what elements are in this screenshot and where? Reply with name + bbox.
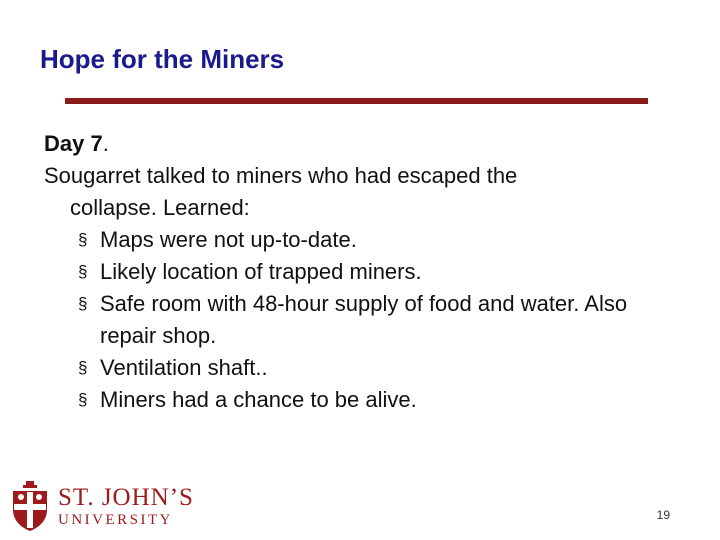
- day-label: Day 7: [44, 131, 103, 156]
- list-item: [78, 224, 684, 256]
- day-heading: [44, 128, 684, 160]
- logo-line-1: ST. JOHN’S: [58, 483, 194, 511]
- list-item: [78, 256, 684, 288]
- bullet-text: Maps were not up-to-date.: [100, 227, 357, 252]
- university-logo: [10, 480, 194, 532]
- bullet-icon: §: [78, 262, 88, 281]
- bullet-text: Ventilation shaft..: [100, 355, 268, 380]
- page-number: 19: [656, 508, 670, 522]
- logo-wordmark: [58, 485, 194, 528]
- shield-crest-icon: [10, 480, 50, 532]
- slide-title: Hope for the Miners: [40, 44, 285, 74]
- bullet-list: [44, 224, 684, 416]
- intro-line-1: Sougarret talked to miners who had escaped the: [44, 163, 518, 188]
- bullet-icon: §: [78, 230, 88, 249]
- logo-line-2: UNIVERSITY: [58, 511, 173, 528]
- list-item: [78, 384, 684, 416]
- list-item: [78, 352, 684, 384]
- title-divider: [65, 98, 648, 104]
- bullet-icon: §: [78, 294, 88, 313]
- bullet-icon: §: [78, 390, 88, 409]
- bullet-text: Miners had a chance to be alive.: [100, 387, 417, 412]
- day-suffix: .: [102, 131, 109, 156]
- bullet-text: Likely location of trapped miners.: [100, 259, 422, 284]
- intro-line-2: collapse. Learned:: [70, 195, 250, 220]
- bullet-icon: §: [78, 358, 88, 377]
- bullet-text: Safe room with 48-hour supply of food and water. Also repair shop.: [100, 291, 628, 348]
- slide-body: [44, 128, 684, 416]
- list-item: [78, 288, 684, 352]
